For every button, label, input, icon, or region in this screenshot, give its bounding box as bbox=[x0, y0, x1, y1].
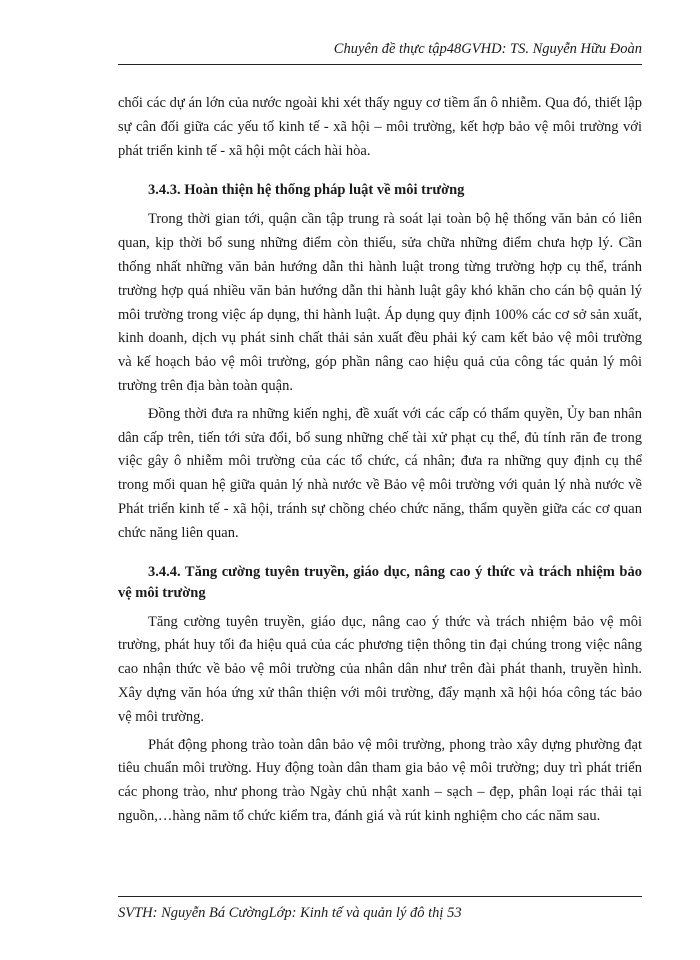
page-footer bbox=[118, 896, 642, 922]
section-heading-3-4-3: 3.4.3. Hoàn thiện hệ thống pháp luật về môi trường bbox=[148, 182, 465, 199]
paragraph-legal-review: Trong thời gian tới, quận cần tập trung rà soát lại toàn bộ hệ thống văn bản có liên quan, kịp thời bổ sung những điểm còn thiếu, sửa chữa những điểm chưa hợp lý. Cần thống nhất những văn bản hướng dẫn thi hành luật trong từng trường hợp cụ thể, tránh trường hợp quá nhiều văn bản hướng dẫn thi hành luật gây khó khăn cho cán bộ quản lý môi trường trong việc áp dụng, thi hành luật. Áp dụng quy định 100% các cơ sở sản xuất, kinh doanh, dịch vụ phát sinh chất thải sản xuất đều phải ký cam kết bảo vệ môi trường và kế hoạch bảo vệ môi trường, góp phần nâng cao hiệu quả của công tác quản lý môi trường trên địa bàn toàn quận. bbox=[118, 211, 642, 394]
paragraph-recommendations: Đồng thời đưa ra những kiến nghị, đề xuất với các cấp có thẩm quyền, Ủy ban nhân dân cấp trên, tiến tới sửa đổi, bổ sung những chế tài xử phạt cụ thể, đủ tính răn đe trong việc gây ô nhiễm môi trường của các tổ chức, cá nhân; đưa ra những quy định cụ thể trong mối quan hệ giữa quản lý nhà nước về Bảo vệ môi trường với quản lý nhà nước về Phát triển kinh tế - xã hội, tránh sự chồng chéo chức năng, thẩm quyền giữa các cơ quan chức năng liên quan. bbox=[118, 405, 642, 541]
paragraph-propaganda: Tăng cường tuyên truyền, giáo dục, nâng cao ý thức và trách nhiệm bảo vệ môi trường, phát huy tối đa hiệu quả của các phương tiện thông tin đại chúng trong việc nâng cao nhận thức về bảo vệ môi trường của nhân dân như trên đài phát thanh, truyền hình. Xây dựng văn hóa ứng xử thân thiện với môi trường, đẩy mạnh xã hội hóa công tác bảo vệ môi trường. bbox=[118, 613, 642, 725]
page-header bbox=[118, 40, 642, 65]
footer-text: SVTH: Nguyễn Bá CườngLớp: Kinh tế và quản lý đô thị 53 bbox=[118, 905, 462, 921]
section-heading-3-4-4: 3.4.4. Tăng cường tuyên truyền, giáo dục, nâng cao ý thức và trách nhiệm bảo vệ môi trường bbox=[118, 563, 642, 601]
paragraph-campaign: Phát động phong trào toàn dân bảo vệ môi trường, phong trào xây dựng phường đạt tiêu chuẩn môi trường. Huy động toàn dân tham gia bảo vệ môi trường; duy trì phát triển các phong trào, như phong trào Ngày chủ nhật xanh – sạch – đẹp, phân loại rác thải tại nguồn,…hàng năm tổ chức kiểm tra, đánh giá và rút kinh nghiệm cho các năm sau. bbox=[118, 736, 642, 824]
page-content bbox=[118, 92, 642, 833]
paragraph-intro: chối các dự án lớn của nước ngoài khi xét thấy nguy cơ tiềm ẩn ô nhiễm. Qua đó, thiết lập sự cân đối giữa các yếu tố kinh tế - xã hội – môi trường, kết hợp bảo vệ môi trường với phát triển kinh tế - xã hội một cách hài hòa. bbox=[118, 95, 642, 159]
header-text: Chuyên đề thực tập48GVHD: TS. Nguyễn Hữu Đoàn bbox=[333, 41, 642, 57]
